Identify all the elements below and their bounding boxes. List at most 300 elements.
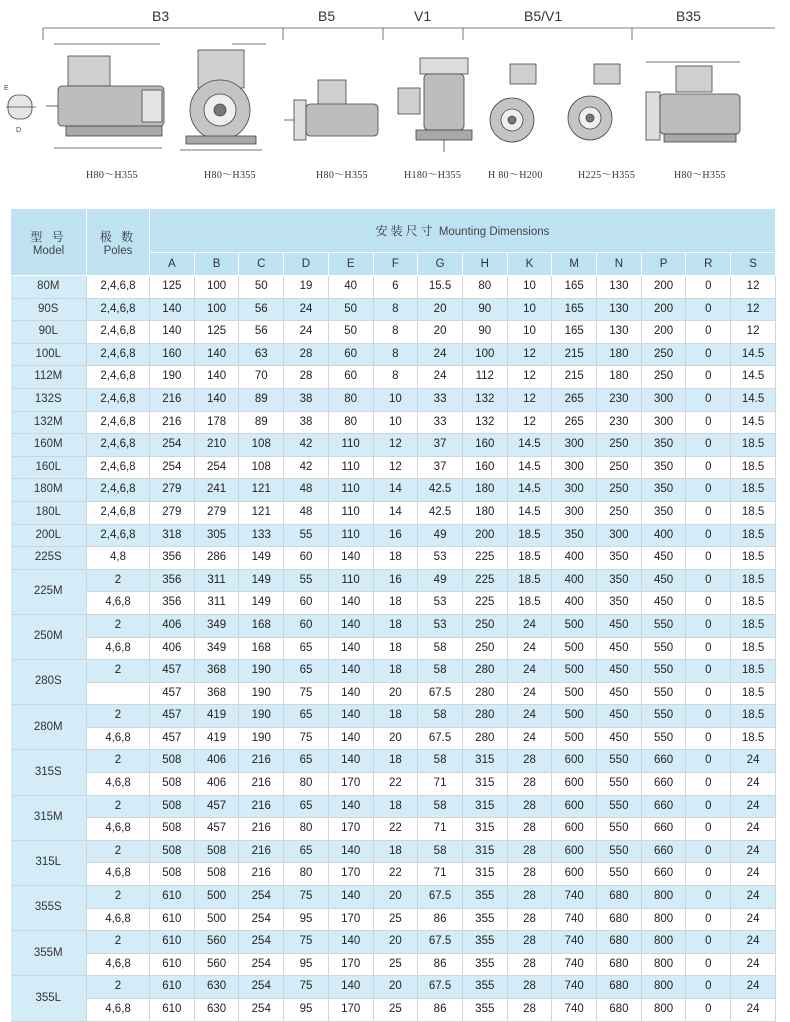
dimension-cell-n: 450 (597, 682, 642, 705)
dimension-cell-b: 349 (194, 614, 239, 637)
mounting-label-b5: B5 (318, 8, 336, 24)
model-cell: 355S (11, 886, 87, 931)
dimension-cell-e: 140 (328, 795, 373, 818)
range-label: H80～H355 (316, 170, 368, 181)
dimension-cell-e: 110 (328, 456, 373, 479)
model-cell: 90S (11, 298, 87, 321)
dimension-cell-n: 550 (597, 863, 642, 886)
model-cell: 280S (11, 660, 87, 705)
dimension-cell-c: 190 (239, 705, 284, 728)
dimension-cell-p: 550 (641, 637, 686, 660)
dimension-cell-h: 250 (462, 614, 507, 637)
dimension-cell-f: 18 (373, 750, 418, 773)
dimension-cell-c: 56 (239, 321, 284, 344)
dimension-cell-f: 16 (373, 569, 418, 592)
dimension-cell-e: 50 (328, 298, 373, 321)
dimension-cell-s: 24 (731, 863, 776, 886)
dimension-cell-f: 6 (373, 276, 418, 299)
dimension-cell-g: 67.5 (418, 727, 463, 750)
dimension-cell-r: 0 (686, 931, 731, 954)
dimension-cell-n: 680 (597, 953, 642, 976)
dimension-cell-d: 55 (284, 524, 329, 547)
range-label: H225～H355 (578, 170, 636, 181)
dimension-cell-e: 140 (328, 592, 373, 615)
table-row (11, 637, 776, 660)
b5v1-large-drawing (568, 64, 620, 140)
dimension-cell-k: 14.5 (507, 501, 552, 524)
b35-drawing (646, 62, 740, 142)
dimension-cell-f: 14 (373, 501, 418, 524)
dimension-cell-p: 660 (641, 773, 686, 796)
dimension-cell-d: 65 (284, 660, 329, 683)
dimension-cell-s: 18.5 (731, 727, 776, 750)
dimension-cell-n: 450 (597, 614, 642, 637)
dimension-cell-f: 8 (373, 321, 418, 344)
dimension-cell-f: 14 (373, 479, 418, 502)
column-header-p: P (641, 253, 686, 276)
dimension-cell-f: 25 (373, 908, 418, 931)
poles-header-cn: 极 数 (99, 229, 137, 244)
dimension-cell-m: 600 (552, 863, 597, 886)
dimension-cell-g: 53 (418, 547, 463, 570)
dimension-cell-s: 18.5 (731, 434, 776, 457)
dimension-cell-k: 28 (507, 818, 552, 841)
dimension-cell-g: 37 (418, 434, 463, 457)
dimension-cell-f: 18 (373, 840, 418, 863)
dimension-cell-r: 0 (686, 479, 731, 502)
dimension-cell-d: 95 (284, 908, 329, 931)
dimension-cell-k: 14.5 (507, 479, 552, 502)
dimension-cell-b: 508 (194, 840, 239, 863)
dimension-cell-b: 406 (194, 750, 239, 773)
dimension-cell-h: 355 (462, 976, 507, 999)
table-row (11, 298, 776, 321)
table-row (11, 479, 776, 502)
dimension-cell-c: 149 (239, 547, 284, 570)
dimension-cell-m: 500 (552, 660, 597, 683)
model-cell: 180M (11, 479, 87, 502)
dimension-cell-d: 95 (284, 999, 329, 1022)
dimension-cell-k: 28 (507, 840, 552, 863)
dimension-cell-a: 610 (150, 931, 195, 954)
dimension-cell-g: 33 (418, 411, 463, 434)
table-row (11, 682, 776, 705)
dimension-cell-f: 18 (373, 592, 418, 615)
dimension-cell-a: 457 (150, 682, 195, 705)
dimension-cell-m: 500 (552, 727, 597, 750)
mounting-label-b35: B35 (676, 8, 701, 24)
dimension-cell-b: 279 (194, 501, 239, 524)
dimension-cell-m: 215 (552, 343, 597, 366)
mounting-dimensions-table (10, 208, 776, 1022)
dimension-cell-g: 67.5 (418, 682, 463, 705)
column-header-e: E (328, 253, 373, 276)
dimension-cell-g: 58 (418, 660, 463, 683)
dimension-cell-a: 508 (150, 773, 195, 796)
dimension-cell-g: 67.5 (418, 931, 463, 954)
model-cell: 225S (11, 547, 87, 570)
dimension-cell-b: 419 (194, 727, 239, 750)
dimension-cell-f: 8 (373, 298, 418, 321)
dimension-cell-p: 800 (641, 931, 686, 954)
dimension-cell-k: 18.5 (507, 592, 552, 615)
dimension-cell-g: 71 (418, 773, 463, 796)
svg-text:D: D (16, 127, 22, 134)
dimension-cell-h: 355 (462, 886, 507, 909)
dimension-cell-p: 550 (641, 705, 686, 728)
dimension-cell-a: 457 (150, 660, 195, 683)
dimension-cell-f: 20 (373, 727, 418, 750)
dimension-cell-d: 28 (284, 366, 329, 389)
model-cell: 315L (11, 840, 87, 885)
dimension-cell-p: 800 (641, 886, 686, 909)
mounting-bracket (43, 28, 775, 40)
range-label: H80～H355 (674, 170, 726, 181)
dimension-cell-g: 67.5 (418, 886, 463, 909)
dimension-cell-s: 18.5 (731, 547, 776, 570)
dimension-cell-s: 12 (731, 321, 776, 344)
table-row (11, 818, 776, 841)
dimension-cell-k: 18.5 (507, 547, 552, 570)
table-row (11, 434, 776, 457)
table-row (11, 321, 776, 344)
dimension-cell-c: 190 (239, 727, 284, 750)
dimension-cell-h: 315 (462, 773, 507, 796)
dimension-cell-n: 680 (597, 908, 642, 931)
dimension-cell-b: 140 (194, 343, 239, 366)
dimension-cell-r: 0 (686, 818, 731, 841)
dimension-cell-f: 16 (373, 524, 418, 547)
dimension-cell-a: 508 (150, 863, 195, 886)
table-row (11, 276, 776, 299)
dimension-cell-p: 550 (641, 614, 686, 637)
dimension-cell-p: 300 (641, 388, 686, 411)
model-cell: 355L (11, 976, 87, 1021)
dimension-cell-h: 80 (462, 276, 507, 299)
dimension-cell-d: 75 (284, 886, 329, 909)
table-row (11, 614, 776, 637)
dimension-cell-c: 89 (239, 411, 284, 434)
dimension-cell-c: 56 (239, 298, 284, 321)
dimension-cell-r: 0 (686, 705, 731, 728)
column-header-f: F (373, 253, 418, 276)
dimension-cell-k: 28 (507, 886, 552, 909)
dimension-cell-c: 254 (239, 886, 284, 909)
poles-cell: 2,4,6,8 (87, 501, 150, 524)
column-header-b: B (194, 253, 239, 276)
dimension-cell-h: 90 (462, 321, 507, 344)
dimension-cell-a: 610 (150, 908, 195, 931)
table-row (11, 795, 776, 818)
dimension-cell-d: 75 (284, 727, 329, 750)
dimension-cell-b: 630 (194, 976, 239, 999)
dimension-cell-g: 58 (418, 750, 463, 773)
dimension-cell-c: 168 (239, 637, 284, 660)
dimension-cell-b: 457 (194, 795, 239, 818)
dimension-cell-a: 610 (150, 976, 195, 999)
dimension-cell-r: 0 (686, 298, 731, 321)
dimension-cell-e: 110 (328, 569, 373, 592)
dimension-cell-f: 22 (373, 773, 418, 796)
model-cell: 280M (11, 705, 87, 750)
dimension-cell-p: 660 (641, 750, 686, 773)
dimension-cell-g: 49 (418, 569, 463, 592)
dimension-cell-n: 550 (597, 818, 642, 841)
dimension-cell-k: 24 (507, 637, 552, 660)
dimension-cell-p: 660 (641, 840, 686, 863)
dimension-cell-m: 600 (552, 795, 597, 818)
poles-cell: 2 (87, 976, 150, 999)
dimension-cell-p: 450 (641, 569, 686, 592)
dimension-cell-h: 180 (462, 479, 507, 502)
table-row (11, 976, 776, 999)
dimension-cell-n: 450 (597, 660, 642, 683)
table-row (11, 547, 776, 570)
dimension-cell-n: 350 (597, 547, 642, 570)
dimensions-header-en: Mounting Dimensions (438, 226, 550, 238)
table-row (11, 773, 776, 796)
dimension-cell-h: 315 (462, 840, 507, 863)
dimension-cell-p: 550 (641, 727, 686, 750)
table-row (11, 660, 776, 683)
dimension-cell-b: 241 (194, 479, 239, 502)
dimension-cell-s: 12 (731, 276, 776, 299)
dimension-cell-a: 279 (150, 479, 195, 502)
dimension-cell-m: 300 (552, 434, 597, 457)
dimension-cell-r: 0 (686, 592, 731, 615)
dimension-cell-m: 165 (552, 298, 597, 321)
dimension-cell-a: 254 (150, 434, 195, 457)
dimension-cell-e: 140 (328, 547, 373, 570)
dimension-cell-b: 100 (194, 276, 239, 299)
column-header-r: R (686, 253, 731, 276)
dimension-cell-c: 149 (239, 569, 284, 592)
dimension-cell-r: 0 (686, 795, 731, 818)
dimension-cell-d: 28 (284, 343, 329, 366)
dimension-cell-k: 28 (507, 773, 552, 796)
dimension-cell-s: 24 (731, 750, 776, 773)
dimension-cell-r: 0 (686, 953, 731, 976)
dimension-cell-k: 24 (507, 660, 552, 683)
dimension-cell-a: 356 (150, 569, 195, 592)
dimension-cell-e: 140 (328, 660, 373, 683)
poles-cell: 2,4,6,8 (87, 343, 150, 366)
dimension-cell-d: 60 (284, 547, 329, 570)
dimension-cell-b: 457 (194, 818, 239, 841)
dimension-cell-f: 18 (373, 660, 418, 683)
poles-cell: 2 (87, 750, 150, 773)
dimension-cell-m: 740 (552, 908, 597, 931)
poles-cell: 2,4,6,8 (87, 524, 150, 547)
dimension-cell-s: 24 (731, 795, 776, 818)
dimension-cell-d: 95 (284, 953, 329, 976)
dimension-cell-m: 740 (552, 886, 597, 909)
dimension-cell-n: 130 (597, 321, 642, 344)
dimension-cell-n: 350 (597, 569, 642, 592)
column-header-m: M (552, 253, 597, 276)
dimension-cell-b: 254 (194, 456, 239, 479)
dimension-cell-n: 300 (597, 524, 642, 547)
dimension-cell-g: 20 (418, 298, 463, 321)
dimension-cell-n: 550 (597, 795, 642, 818)
poles-cell: 4,6,8 (87, 637, 150, 660)
table-row (11, 343, 776, 366)
dimension-cell-c: 254 (239, 976, 284, 999)
dimension-cell-f: 25 (373, 953, 418, 976)
model-cell: 315M (11, 795, 87, 840)
dimension-cell-r: 0 (686, 388, 731, 411)
dimension-cell-p: 800 (641, 976, 686, 999)
dimension-cell-g: 15.5 (418, 276, 463, 299)
dimension-cell-m: 400 (552, 592, 597, 615)
dimension-cell-p: 660 (641, 818, 686, 841)
dimension-cell-k: 24 (507, 727, 552, 750)
dimension-cell-b: 178 (194, 411, 239, 434)
table-row (11, 727, 776, 750)
dimension-cell-b: 560 (194, 953, 239, 976)
dimension-cell-e: 80 (328, 388, 373, 411)
dimension-cell-b: 100 (194, 298, 239, 321)
dimension-cell-h: 90 (462, 298, 507, 321)
model-cell: 355M (11, 931, 87, 976)
poles-cell: 4,6,8 (87, 908, 150, 931)
dimension-cell-s: 18.5 (731, 660, 776, 683)
dimension-cell-k: 18.5 (507, 569, 552, 592)
dimension-cell-m: 500 (552, 637, 597, 660)
dimension-cell-d: 80 (284, 773, 329, 796)
dimension-cell-b: 140 (194, 388, 239, 411)
dimension-cell-g: 42.5 (418, 501, 463, 524)
poles-header (87, 209, 150, 276)
dimension-cell-n: 250 (597, 434, 642, 457)
poles-cell: 2,4,6,8 (87, 479, 150, 502)
column-header-c: C (239, 253, 284, 276)
dimension-cell-a: 508 (150, 750, 195, 773)
dimension-cell-s: 14.5 (731, 366, 776, 389)
dimension-cell-e: 140 (328, 705, 373, 728)
dimension-cell-b: 286 (194, 547, 239, 570)
dimension-cell-d: 38 (284, 388, 329, 411)
dimension-cell-g: 33 (418, 388, 463, 411)
dimension-cell-a: 190 (150, 366, 195, 389)
range-label: H180～H355 (404, 170, 462, 181)
v1-drawing (398, 58, 472, 152)
dimension-cell-d: 75 (284, 682, 329, 705)
dimension-cell-h: 355 (462, 999, 507, 1022)
dimension-cell-a: 356 (150, 547, 195, 570)
table-row (11, 501, 776, 524)
dimension-cell-e: 140 (328, 614, 373, 637)
dimension-cell-k: 28 (507, 953, 552, 976)
dimension-cell-n: 130 (597, 298, 642, 321)
dimension-cell-m: 740 (552, 976, 597, 999)
dimension-cell-n: 680 (597, 931, 642, 954)
dimensions-header (150, 209, 776, 253)
table-row (11, 840, 776, 863)
dimension-cell-r: 0 (686, 660, 731, 683)
mounting-label-b3: B3 (152, 8, 170, 24)
dimension-cell-e: 110 (328, 479, 373, 502)
dimension-cell-n: 680 (597, 976, 642, 999)
table-row (11, 931, 776, 954)
dimension-cell-c: 70 (239, 366, 284, 389)
dimension-cell-a: 457 (150, 727, 195, 750)
model-header-cn: 型 号 (30, 229, 67, 244)
dimension-cell-s: 18.5 (731, 479, 776, 502)
model-header (11, 209, 87, 276)
table-row (11, 592, 776, 615)
dimension-cell-g: 71 (418, 818, 463, 841)
dimension-cell-c: 121 (239, 479, 284, 502)
dimension-cell-s: 18.5 (731, 682, 776, 705)
dimension-cell-n: 230 (597, 388, 642, 411)
dimension-cell-r: 0 (686, 908, 731, 931)
dimension-cell-f: 18 (373, 637, 418, 660)
dimension-cell-f: 22 (373, 818, 418, 841)
dimension-cell-m: 165 (552, 276, 597, 299)
dimension-cell-p: 200 (641, 298, 686, 321)
b3-end-view-drawing (180, 44, 266, 150)
dimension-cell-k: 28 (507, 999, 552, 1022)
poles-cell: 2,4,6,8 (87, 321, 150, 344)
poles-cell: 4,6,8 (87, 727, 150, 750)
dimension-cell-r: 0 (686, 682, 731, 705)
poles-header-en: Poles (103, 244, 133, 257)
poles-cell: 2,4,6,8 (87, 434, 150, 457)
dimension-cell-a: 216 (150, 411, 195, 434)
dimension-cell-a: 318 (150, 524, 195, 547)
model-cell: 160L (11, 456, 87, 479)
mounting-label-v1: V1 (414, 8, 432, 24)
dimension-cell-b: 311 (194, 569, 239, 592)
dimension-cell-d: 65 (284, 705, 329, 728)
dimension-cell-f: 10 (373, 411, 418, 434)
table-row (11, 999, 776, 1022)
dimension-cell-h: 225 (462, 547, 507, 570)
column-header-h: H (462, 253, 507, 276)
dimension-cell-n: 680 (597, 999, 642, 1022)
dimension-cell-m: 165 (552, 321, 597, 344)
dimension-cell-p: 350 (641, 501, 686, 524)
dimension-cell-c: 190 (239, 660, 284, 683)
dimension-cell-m: 400 (552, 569, 597, 592)
dimension-cell-a: 279 (150, 501, 195, 524)
dimension-cell-e: 140 (328, 727, 373, 750)
table-row (11, 366, 776, 389)
dimension-cell-s: 18.5 (731, 705, 776, 728)
dimension-cell-g: 24 (418, 343, 463, 366)
dimension-cell-b: 368 (194, 682, 239, 705)
column-header-n: N (597, 253, 642, 276)
range-label: H 80～H200 (488, 170, 543, 181)
dimension-cell-c: 254 (239, 931, 284, 954)
dimension-cell-s: 24 (731, 840, 776, 863)
dimension-cell-n: 250 (597, 456, 642, 479)
dimension-cell-d: 65 (284, 840, 329, 863)
dimension-cell-g: 24 (418, 366, 463, 389)
dimension-cell-n: 250 (597, 501, 642, 524)
dimension-cell-d: 60 (284, 614, 329, 637)
dimension-cell-f: 8 (373, 343, 418, 366)
model-cell: 200L (11, 524, 87, 547)
model-cell: 132S (11, 388, 87, 411)
dimension-cell-a: 457 (150, 705, 195, 728)
dimension-cell-d: 38 (284, 411, 329, 434)
dimension-cell-k: 18.5 (507, 524, 552, 547)
dimension-cell-d: 80 (284, 863, 329, 886)
dimension-cell-g: 58 (418, 705, 463, 728)
dimension-cell-e: 110 (328, 501, 373, 524)
